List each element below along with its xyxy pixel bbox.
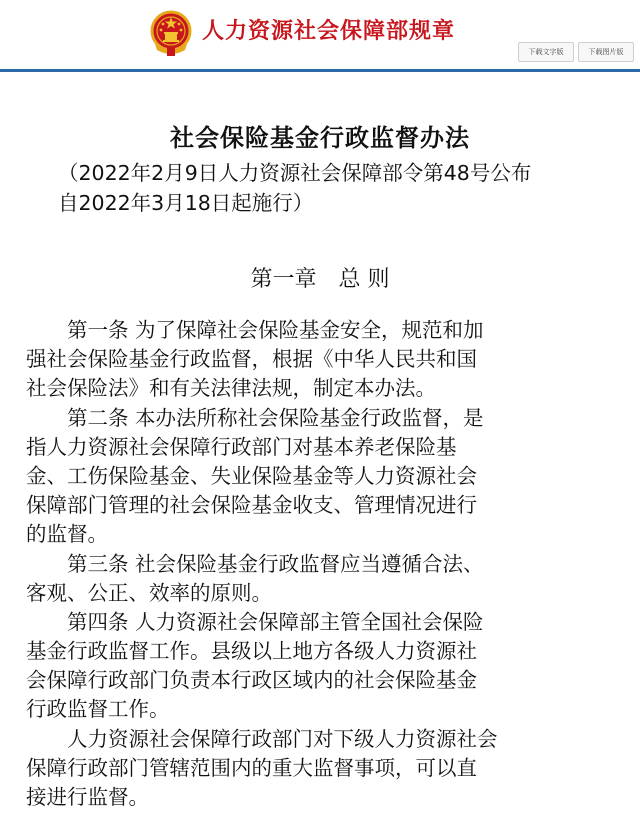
text-line: 保障行政部门管辖范围内的重大监督事项，可以直 xyxy=(26,755,477,780)
national-emblem-icon xyxy=(150,10,192,58)
text-line: 指人力资源社会保障行政部门对基本养老保险基 xyxy=(26,434,457,459)
site-title: 人力资源社会保障部规章 xyxy=(202,19,456,44)
text-line: 保障部门管理的社会保险基金收支、管理情况进行 xyxy=(26,493,477,518)
text-line: 第三条 社会保险基金行政监督应当遵循合法、 xyxy=(26,551,484,576)
text-line: 接进行监督。 xyxy=(26,785,149,809)
chapter-heading: 第一章 总 则 xyxy=(250,267,390,292)
document-title: 社会保险基金行政监督办法 xyxy=(170,124,470,152)
text-line: 第四条 人力资源社会保障部主管全国社会保险 xyxy=(26,609,484,634)
text-line: 强社会保险基金行政监督，根据《中华人民共和国 xyxy=(26,347,477,372)
text-line: 金、工伤保险基金、失业保险基金等人力资源社会 xyxy=(26,463,477,488)
text-line: 会保障行政部门负责本行政区域内的社会保险基金 xyxy=(26,668,477,693)
promulgation-line: 自2022年3月18日起施行） xyxy=(58,191,314,215)
text-line: 的监督。 xyxy=(26,522,108,547)
download-text-button[interactable]: 下载文字版 xyxy=(518,42,574,62)
page-header xyxy=(0,0,640,72)
article-body xyxy=(26,316,618,812)
text-line: 客观、公正、效率的原则。 xyxy=(26,580,272,605)
text-line: 基金行政监督工作。县级以上地方各级人力资源社 xyxy=(26,639,477,664)
text-line: 人力资源社会保障行政部门对下级人力资源社会 xyxy=(26,726,498,751)
download-image-button[interactable]: 下载图片版 xyxy=(578,42,634,62)
text-line: 第一条 为了保障社会保险基金安全，规范和加 xyxy=(26,318,484,342)
text-line: 行政监督工作。 xyxy=(26,697,170,722)
header-divider xyxy=(0,69,640,72)
text-line: 第二条 本办法所称社会保险基金行政监督，是 xyxy=(26,405,484,430)
text-line: 社会保险法》和有关法律法规，制定本办法。 xyxy=(26,376,436,401)
promulgation-note xyxy=(58,158,618,218)
promulgation-line: （2022年2月9日人力资源社会保障部令第48号公布 xyxy=(58,161,532,185)
